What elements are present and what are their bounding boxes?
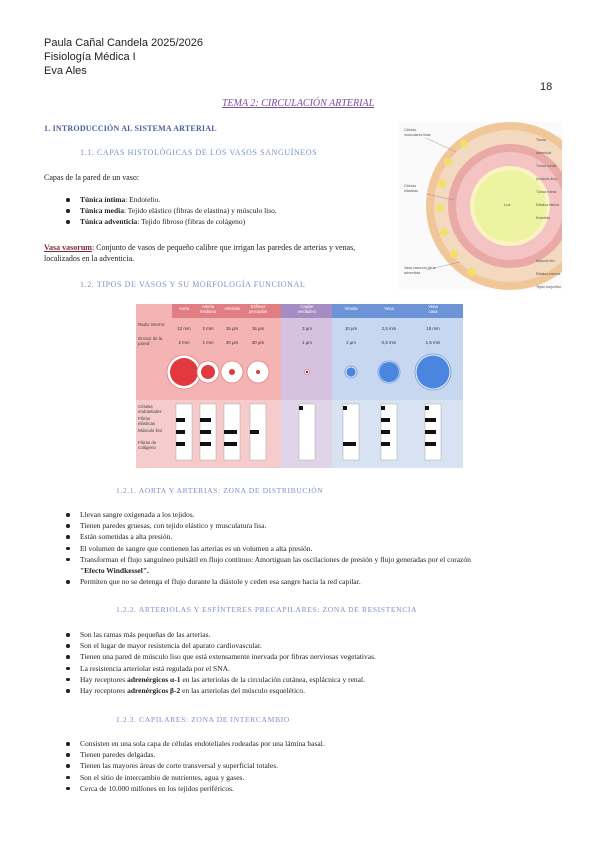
- wall-value: 30 μm: [251, 340, 265, 345]
- column-header: cava: [428, 309, 438, 314]
- composition-block: [381, 418, 390, 422]
- composition-block: [250, 430, 259, 434]
- vessel-wall-figure: [398, 122, 562, 290]
- composition-block: [176, 442, 185, 446]
- column-header: Arteriola: [224, 306, 240, 311]
- vessel-label: Túnica íntima: [536, 190, 557, 194]
- list-item: Hay receptores adrenérgicos β-2 en las arteriolas del músculo esquelético.: [62, 685, 562, 696]
- aorta-list: [62, 509, 562, 587]
- vessel-label: Túnica media (músculo liso): [536, 164, 557, 181]
- professor-line: Eva Ales: [44, 65, 87, 77]
- list-item: Cerca de 10.000 millones en los tejidos periféricos.: [62, 783, 562, 794]
- list-item: Hay receptores adrenérgicos α-1 en las arteriolas de la circulación cutánea, esplácnica y renal.: [62, 674, 562, 685]
- radius-value: 15 μm: [225, 326, 239, 331]
- wall-value: 1 mm: [202, 340, 214, 345]
- layers-list: [62, 194, 362, 228]
- capillaries-list: [62, 738, 562, 794]
- vessel-lumen: [379, 362, 399, 382]
- wall-value: 20 μm: [225, 340, 239, 345]
- list-item: El volumen de sangre que contienen las arterias es un volumen a alta presión.: [62, 543, 562, 554]
- list-item: Tienen una pared de músculo liso que está extensamente inervada por fibras nerviosas vegetativas.: [62, 651, 562, 662]
- list-item: Están sometidas a alta presión.: [62, 531, 562, 542]
- page-title: TEMA 2: CIRCULACIÓN ARTERIAL: [222, 98, 375, 109]
- radius-value: 10 μm: [344, 326, 358, 331]
- radius-value: 15 mm: [426, 326, 440, 331]
- page-number: 18: [540, 81, 553, 93]
- vessel-label: Elástica interna: [536, 203, 560, 207]
- composition-strip: [343, 404, 359, 460]
- vessel-label: Tejido conjuntivo: [536, 285, 562, 289]
- subsection-heading: 1.2. TIPOS DE VASOS Y SU MORFOLOGÍA FUNCIONAL: [80, 280, 306, 289]
- list-item: Túnica íntima: Endotelio.: [62, 194, 362, 205]
- author-line: Paula Cañal Candela 2025/2026: [44, 37, 204, 49]
- composition-label: Fibras de colágeno: [138, 440, 157, 450]
- vasa-vasorum-paragraph: Vasa vasorum: Conjunto de vasos de pequeño calibre que irrigan las paredes de arterias y venas, localizados en la adventicia.: [44, 243, 356, 263]
- composition-block: [381, 442, 390, 446]
- vessel-lumen: [306, 371, 308, 373]
- composition-block: [425, 442, 436, 446]
- list-item: Son el sitio de intercambio de nutrientes, agua y gases.: [62, 772, 562, 783]
- list-item: Tienen paredes delgadas.: [62, 749, 562, 760]
- arterioles-list: [62, 629, 562, 696]
- vessel-right-labels: [536, 134, 562, 290]
- composition-block: [176, 418, 185, 422]
- composition-block: [224, 430, 237, 434]
- subsection-heading: 1.2.3. CAPILARES: ZONA DE INTERCAMBIO: [116, 715, 290, 724]
- list-item: Son las ramas más pequeñas de las arterias.: [62, 629, 562, 640]
- column-header: verdadero: [297, 309, 317, 314]
- column-header: Aorta: [178, 306, 190, 311]
- composition-block: [381, 406, 385, 410]
- composition-block: [176, 430, 185, 434]
- vessel-lumen: [417, 356, 450, 389]
- windkessel-term: "Efecto Windkessel".: [80, 566, 149, 576]
- vessel-label: Túnica adventicia: [536, 138, 552, 155]
- composition-block: [200, 418, 211, 422]
- composition-strip: [299, 404, 315, 460]
- vessel-label: Células elásticas: [404, 184, 418, 193]
- wall-value: 0,5 mm: [381, 340, 397, 345]
- column-header: Arteria: [201, 304, 215, 309]
- radius-value: 12 mm: [177, 326, 191, 331]
- doc-header: [44, 36, 203, 78]
- subsection-heading: 1.2.1. AORTA Y ARTERIAS: ZONA DE DISTRIBUCIÓN: [116, 486, 324, 495]
- composition-block: [343, 406, 347, 410]
- subsection-heading: 1.1. CAPAS HISTOLÓGICAS DE LOS VASOS SANGUÍNEOS: [80, 148, 318, 157]
- list-item: Consisten en una sola capa de células endoteliales rodeadas por una lámina basal.: [62, 738, 562, 749]
- vessel-label: Elástica externa: [536, 272, 561, 276]
- wall-value: 1 μm: [302, 340, 312, 345]
- list-item: La resistencia arteriolar está regulada por el SNA.: [62, 663, 562, 674]
- column-header: precapilar: [248, 309, 268, 314]
- list-item: Túnica media: Tejido elástico (fibras de elastina) y músculo liso.: [62, 205, 362, 216]
- composition-label: Células endoteliales: [138, 404, 162, 414]
- column-header: Capilar: [300, 304, 314, 309]
- list-item: Llevan sangre oxigenada a los tejidos.: [62, 509, 562, 520]
- composition-block: [200, 442, 211, 446]
- vessel-lumen: [229, 369, 235, 375]
- composition-block: [425, 418, 436, 422]
- list-item: Son el lugar de mayor resistencia del aparato cardiovascular.: [62, 640, 562, 651]
- column-header: Vénula: [344, 306, 358, 311]
- vessel-lumen: [170, 358, 198, 386]
- vessel-label: Músculo liso: [536, 259, 555, 263]
- column-header: mediana: [199, 309, 217, 314]
- vessel-lumen: [346, 367, 355, 376]
- radius-value: 2,5 mm: [381, 326, 397, 331]
- course-line: Fisiología Médica I: [44, 51, 136, 63]
- vessel-label: Luz: [504, 202, 511, 207]
- radius-value: 15 μm: [251, 326, 265, 331]
- radius-row-label: Radio interno:: [138, 322, 166, 327]
- vessel-lumen: [256, 370, 260, 374]
- radius-value: 2 mm: [202, 326, 214, 331]
- list-item: Tienen las mayores áreas de corte transversal y superficial totales.: [62, 760, 562, 771]
- vasa-vasorum-term: Vasa vasorum: [44, 243, 92, 252]
- subsection-heading: 1.2.2. ARTERIOLAS Y ESFÍNTERES PRECAPILARES: ZONA DE RESISTENCIA: [116, 605, 418, 614]
- layers-intro: Capas de la pared de un vaso:: [44, 173, 140, 182]
- composition-block: [425, 430, 436, 434]
- list-item: Tienen paredes gruesas, con tejido elástico y musculatura lisa.: [62, 520, 562, 531]
- vessel-lumen: [201, 365, 215, 379]
- vessel-label: Endotelio: [536, 216, 551, 220]
- composition-block: [224, 442, 237, 446]
- list-item: Permiten que no se detenga el flujo durante la diástole y ceden esa sangre hacia la red capilar.: [62, 576, 562, 587]
- composition-label: Fibras elásticas: [138, 416, 156, 426]
- composition-block: [425, 406, 429, 410]
- radius-value: 3 μm: [302, 326, 312, 331]
- vessel-label: Vasa vasorum de la adventicia: [404, 266, 436, 275]
- composition-block: [381, 430, 390, 434]
- composition-label: Músculo liso: [138, 428, 163, 433]
- list-item: Túnica adventicia: Tejido fibroso (fibras de colágeno): [62, 216, 362, 227]
- column-header: Vena: [384, 306, 394, 311]
- composition-block: [299, 406, 303, 410]
- wall-value: 1,5 mm: [425, 340, 441, 345]
- vessel-types-figure: [136, 304, 463, 468]
- vessel-label: Células musculares lisas: [404, 128, 431, 137]
- wall-row-label: Grosor de la pared:: [138, 336, 163, 346]
- section-heading: 1. INTRODUCCIÓN AL SISTEMA ARTERIAL: [44, 124, 217, 133]
- composition-block: [343, 442, 356, 446]
- composition-labels: [138, 404, 168, 452]
- wall-value: 2 μm: [346, 340, 356, 345]
- wall-value: 2 mm: [178, 340, 190, 345]
- vessel-types-svg: [136, 304, 463, 468]
- column-header: Esfínter: [250, 304, 266, 309]
- composition-block: [200, 430, 211, 434]
- list-item: Transforman el flujo sanguíneo pulsátil en flujo continuo: Amortiguan las oscilaciones de presión y flujo generadas por el corazón "Efecto Windkessel".: [62, 554, 562, 576]
- column-header: Vena: [428, 304, 438, 309]
